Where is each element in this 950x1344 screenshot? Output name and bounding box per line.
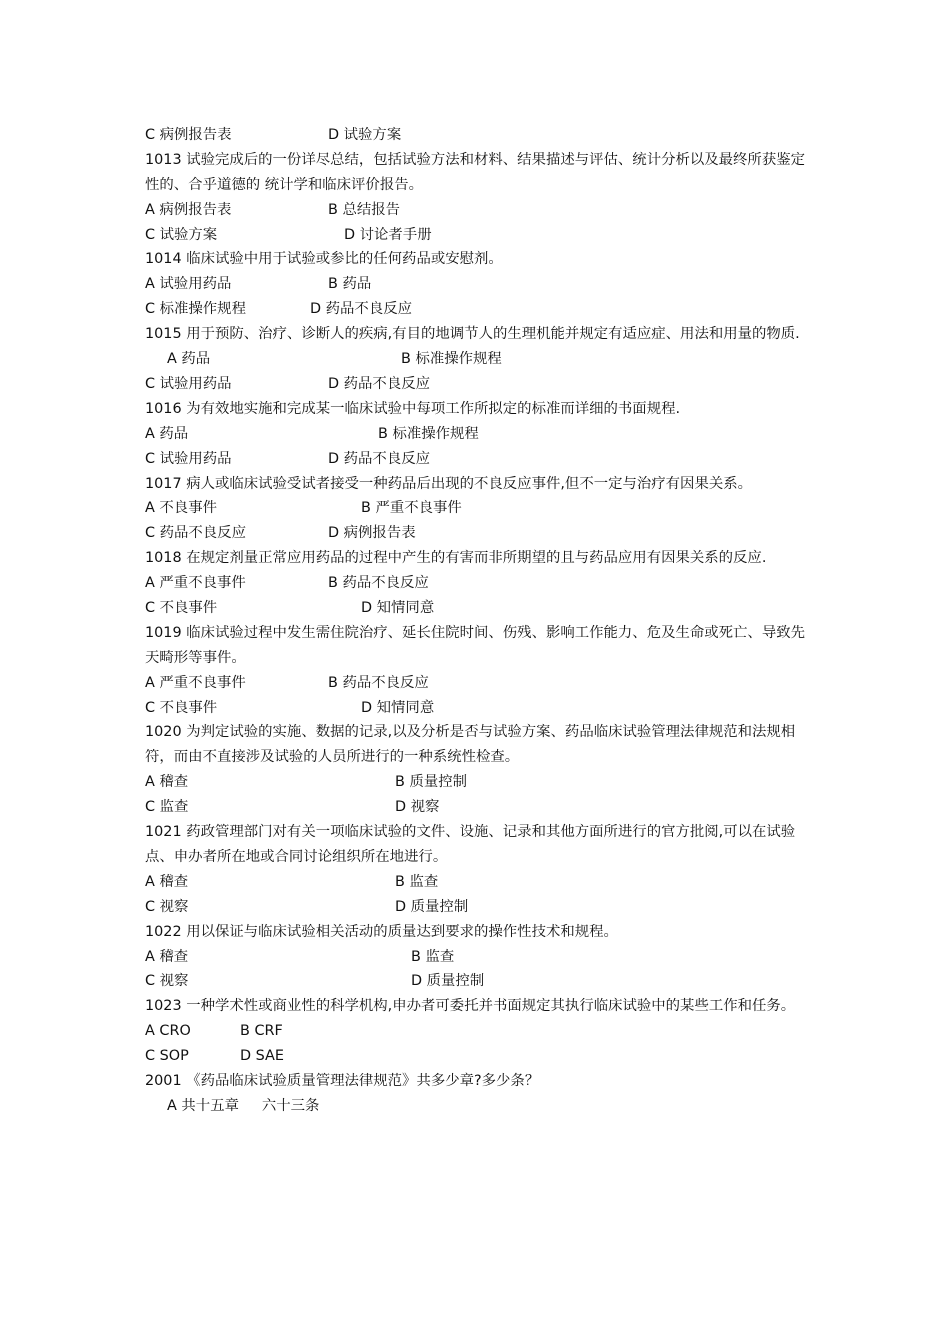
option-d: D 知情同意: [361, 699, 435, 716]
question-1014: 1014 临床试验中用于试验或参比的任何药品或安慰剂。: [145, 251, 503, 268]
question-1018: 1018 在规定剂量正常应用药品的过程中产生的有害而非所期望的且与药品应用有因果关系的反应.: [145, 550, 767, 567]
options-row: [145, 671, 815, 696]
options-row: [145, 521, 815, 546]
option-a: A 稽查: [145, 948, 189, 965]
option-b: B 质量控制: [395, 774, 468, 791]
question-1022: 1022 用以保证与临床试验相关活动的质量达到要求的操作性技术和规程。: [145, 923, 618, 940]
option-b: B 标准操作规程: [401, 351, 502, 368]
option-d: D 药品不良反应: [328, 450, 430, 467]
question-1020: 1020 为判定试验的实施、数据的记录,以及分析是否与试验方案、药品临床试验管理法律规范和法规相符，而由不直接涉及试验的人员所进行的一种系统性检查。: [145, 724, 796, 766]
question-2001: 2001 《药品临床试验质量管理法律规范》共多少章?多少条？: [145, 1073, 540, 1090]
option-a: A 药品: [167, 351, 211, 368]
options-row: [145, 1094, 815, 1119]
option-d: D 药品不良反应: [328, 375, 430, 392]
options-row: [145, 198, 815, 223]
option-a: A 药品: [145, 425, 189, 442]
options-row: [145, 347, 815, 372]
option-c: C 标准操作规程: [145, 301, 246, 318]
options-row: [145, 795, 815, 820]
option-a: A 不良事件: [145, 500, 217, 517]
question-1023: 1023 一种学术性或商业性的科学机构,申办者可委托并书面规定其执行临床试验中的某些工作和任务。: [145, 998, 796, 1015]
options-row: [145, 123, 815, 148]
option-d: D 质量控制: [411, 973, 485, 990]
question-1013: 1013 试验完成后的一份详尽总结，包括试验方法和材料、结果描述与评估、统计分析以及最终所获鉴定性的、合乎道德的 统计学和临床评价报告。: [145, 151, 805, 193]
option-a: A 严重不良事件: [145, 674, 246, 691]
option-b: B 总结报告: [328, 201, 401, 218]
question-1015: 1015 用于预防、治疗、诊断人的疾病,有目的地调节人的生理机能并规定有适应症、用法和用量的物质.: [145, 326, 800, 343]
options-row: [145, 372, 815, 397]
question-1016: 1016 为有效地实施和完成某一临床试验中每项工作所拟定的标准而详细的书面规程.: [145, 400, 681, 417]
options-row: [145, 596, 815, 621]
question-1021: 1021 药政管理部门对有关一项临床试验的文件、设施、记录和其他方面所进行的官方批阅,可以在试验点、申办者所在地或合同讨论组织所在地进行。: [145, 824, 796, 865]
options-row: [145, 696, 815, 721]
question-1019: 1019 临床试验过程中发生需住院治疗、延长住院时间、伤残、影响工作能力、危及生命或死亡、导致先天畸形等事件。: [145, 624, 805, 666]
option-b: B 监查: [411, 948, 455, 965]
options-row: [145, 770, 815, 795]
options-row: [145, 223, 815, 248]
option-c: C 试验用药品: [145, 450, 232, 467]
options-row: [145, 945, 815, 970]
option-d: D SAE: [240, 1048, 284, 1065]
options-row: [145, 969, 815, 994]
option-d: D 视察: [395, 799, 440, 816]
options-row: [145, 895, 815, 920]
option-c: C 视察: [145, 973, 189, 990]
option-c: C 视察: [145, 898, 189, 915]
option-b: B 药品: [328, 276, 372, 293]
options-row: [145, 447, 815, 472]
question-list: [145, 123, 815, 1119]
option-b: B 药品不良反应: [328, 575, 429, 592]
option-d: D 试验方案: [328, 127, 402, 143]
options-row: [145, 1019, 815, 1044]
option-c: C 监查: [145, 799, 189, 816]
question-1017: 1017 病人或临床试验受试者接受一种药品后出现的不良反应事件,但不一定与治疗有因果关系。: [145, 475, 753, 492]
option-d: D 病例报告表: [328, 525, 416, 542]
option-a: A 稽查: [145, 873, 189, 890]
option-d: D 质量控制: [395, 898, 469, 915]
options-row: [145, 272, 815, 297]
option-b: B 标准操作规程: [378, 425, 479, 442]
option-b: B CRF: [240, 1023, 283, 1040]
option-a: A 试验用药品: [145, 276, 232, 293]
option-d: D 知情同意: [361, 600, 435, 616]
options-row: [145, 496, 815, 521]
option-a: A 稽查: [145, 774, 189, 791]
option-c: C 病例报告表: [145, 127, 232, 143]
option-c: C 不良事件: [145, 600, 218, 616]
option-c: C 试验用药品: [145, 375, 232, 392]
option-b: B 药品不良反应: [328, 674, 429, 691]
option-a: A 共十五章 六十三条: [167, 1097, 320, 1114]
option-b: B 监查: [395, 873, 439, 890]
options-row: [145, 297, 815, 322]
option-b: B 严重不良事件: [361, 500, 462, 517]
options-row: [145, 1044, 815, 1069]
option-d: D 药品不良反应: [310, 301, 412, 318]
options-row: [145, 870, 815, 895]
option-c: C 药品不良反应: [145, 525, 246, 542]
option-a: A CRO: [145, 1023, 191, 1040]
options-row: [145, 422, 815, 447]
option-d: D 讨论者手册: [344, 226, 432, 243]
option-c: C 不良事件: [145, 699, 218, 716]
option-c: C SOP: [145, 1048, 189, 1065]
option-a: A 病例报告表: [145, 201, 232, 218]
options-row: [145, 571, 815, 596]
option-a: A 严重不良事件: [145, 575, 246, 592]
option-c: C 试验方案: [145, 226, 218, 243]
